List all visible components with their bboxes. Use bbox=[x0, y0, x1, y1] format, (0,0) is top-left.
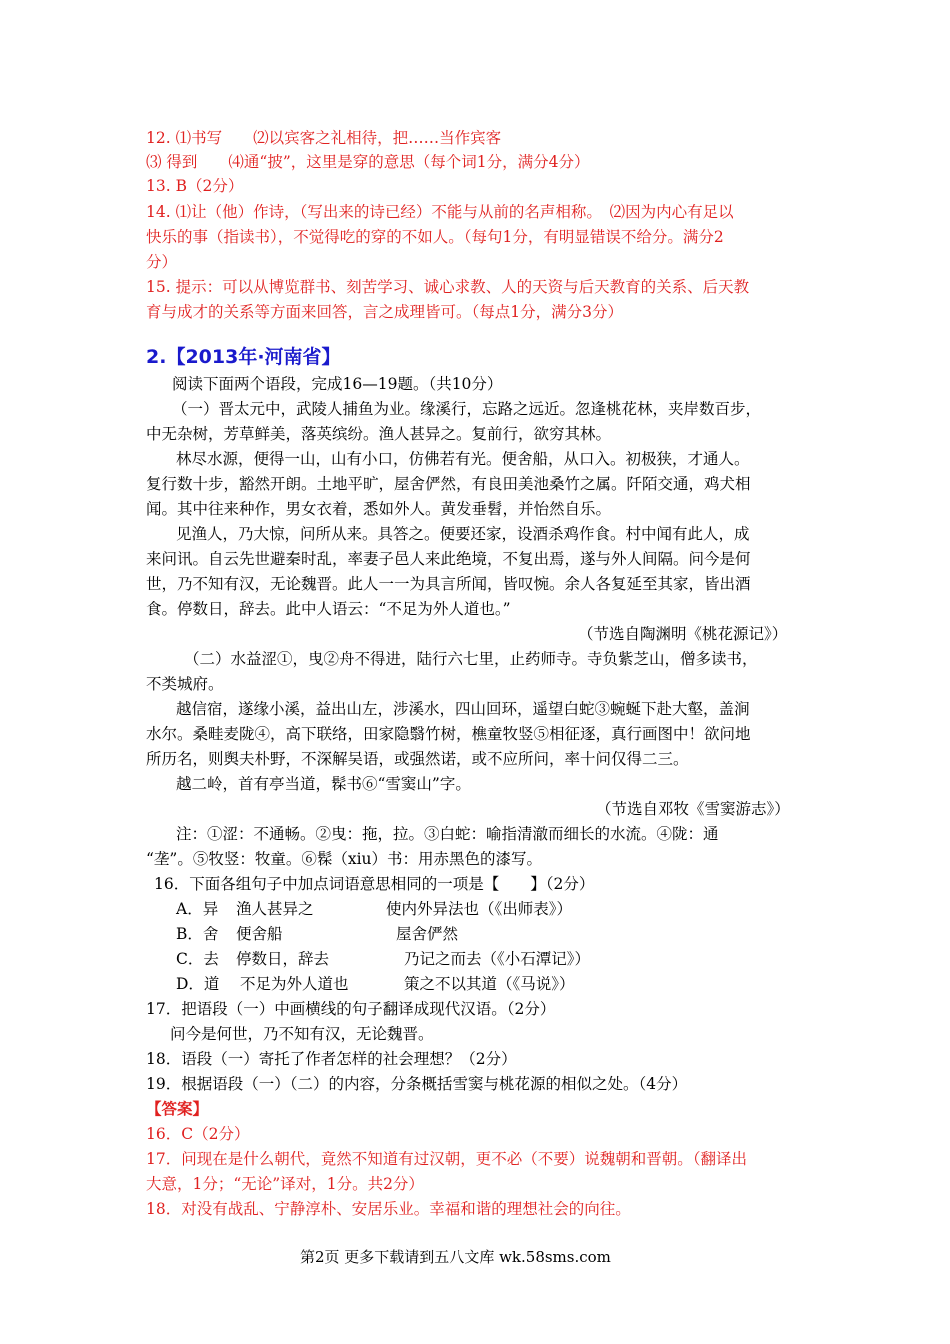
option-label: D．道 bbox=[176, 975, 220, 993]
answer-line: 育与成才的关系等方面来回答，言之成理皆可。（每点1分，满分3分） bbox=[146, 303, 623, 321]
passage1-line: （一）晋太元中，武陵人捕鱼为业。缘溪行，忘路之远近。忽逢桃花林，夹岸数百步， bbox=[172, 400, 762, 418]
question-18: 18．语段（一）寄托了作者怎样的社会理想？（2分） bbox=[146, 1050, 517, 1068]
passage2-line: 越二岭，首有亭当道，髹书⑥“雪窦山”字。 bbox=[176, 775, 471, 793]
page-footer: 第2页 更多下载请到五八文库 wk.58sms.com bbox=[300, 1248, 611, 1266]
answer-line: 12. ⑴书写 ⑵以宾客之礼相待，把……当作宾客 bbox=[146, 129, 502, 147]
option-label: A．异 bbox=[176, 900, 219, 918]
answer-line: 15. 提示：可以从博览群书、刻苦学习、诚心求教、人的天资与后天教育的关系、后天教 bbox=[146, 278, 750, 296]
option-left: 停数日，辞去 bbox=[236, 950, 330, 968]
notes-line: 注：①涩：不通畅。②曳：拖，拉。③白蛇：喻指清澈而细长的水流。④陇：通 bbox=[176, 825, 719, 843]
answer-line: 13. B（2分） bbox=[146, 177, 244, 195]
answer-line: 分） bbox=[146, 253, 178, 271]
passage1-line: 见渔人，乃大惊，问所从来。具答之。便要还家，设酒杀鸡作食。村中闻有此人，成 bbox=[176, 525, 750, 543]
passage2-line: 不类城府。 bbox=[146, 675, 224, 693]
option-right: 屋舍俨然 bbox=[396, 925, 459, 943]
passage2-line: 所历名，则舆夫朴野，不深解吴语，或强然诺，或不应所问，率十问仅得二三。 bbox=[146, 750, 689, 768]
answer-line: 大意，1分；“无论”译对，1分。共2分） bbox=[146, 1175, 424, 1193]
answer-line: 17．问现在是什么朝代，竟然不知道有过汉朝，更不必（不要）说魏朝和晋朝。（翻译出 bbox=[146, 1150, 747, 1168]
answer-line: 快乐的事（指读书），不觉得吃的穿的不如人。（每句1分，有明显错误不给分。满分2 bbox=[146, 228, 724, 246]
option-left: 便舍船 bbox=[236, 925, 283, 943]
question-17-sentence: 问今是何世，乃不知有汉，无论魏晋。 bbox=[170, 1025, 434, 1043]
answer-line: 18．对没有战乱、宁静淳朴、安居乐业。幸福和谐的理想社会的向往。 bbox=[146, 1200, 631, 1218]
answer-label: 【答案】 bbox=[146, 1099, 209, 1118]
passage2-line: 越信宿，遂缘小溪，益出山左，涉溪水，四山回环，遥望白蛇③蜿蜒下赴大壑，盖涧 bbox=[176, 700, 750, 718]
notes-line: “垄”。⑤牧竖：牧童。⑥髹（xiu）书：用赤黑色的漆写。 bbox=[146, 850, 543, 868]
option-label: C．去 bbox=[176, 950, 219, 968]
question-17: 17．把语段（一）中画横线的句子翻译成现代汉语。（2分） bbox=[146, 1000, 556, 1018]
instruction: 阅读下面两个语段，完成16—19题。（共10分） bbox=[172, 375, 503, 393]
option-right: 策之不以其道（《马说》） bbox=[404, 975, 575, 993]
question-19: 19．根据语段（一）（二）的内容，分条概括雪窦与桃花源的相似之处。（4分） bbox=[146, 1075, 688, 1093]
passage1-line: 闻。其中往来种作，男女衣着，悉如外人。黄发垂髫，并怡然自乐。 bbox=[146, 500, 612, 518]
passage1-line: 世，乃不知有汉，无论魏晋。此人一一为具言所闻，皆叹惋。余人各复延至其家，皆出酒 bbox=[146, 575, 751, 593]
answer-line: 16．C（2分） bbox=[146, 1125, 250, 1143]
passage1-line: 林尽水源，便得一山，山有小口，仿佛若有光。便舍船，从口入。初极狭，才通人。 bbox=[176, 450, 750, 468]
option-left: 渔人甚异之 bbox=[236, 900, 314, 918]
answer-line: ⑶ 得到 ⑷通“披”，这里是穿的意思（每个词1分，满分4分） bbox=[146, 153, 590, 171]
question-16: 16．下面各组句子中加点词语意思相同的一项是【 】（2分） bbox=[154, 875, 595, 893]
option-right: 使内外异法也（《出师表》） bbox=[386, 900, 573, 918]
option-label: B．舍 bbox=[176, 925, 219, 943]
passage1-line: 食。停数日，辞去。此中人语云：“不足为外人道也。” bbox=[146, 600, 511, 618]
passage1-line: 中无杂树，芳草鲜美，落英缤纷。渔人甚异之。复前行，欲穷其林。 bbox=[146, 425, 612, 443]
passage1-line: 复行数十步，豁然开朗。土地平旷，屋舍俨然，有良田美池桑竹之属。阡陌交通，鸡犬相 bbox=[146, 475, 751, 493]
passage1-line: 来问讯。自云先世避秦时乱，率妻子邑人来此绝境，不复出焉，遂与外人间隔。问今是何 bbox=[146, 550, 751, 568]
passage2-line: 水尔。桑畦麦陇④，高下联络，田家隐翳竹树，樵童牧竖⑤相征逐，真行画图中！欲问地 bbox=[146, 725, 751, 743]
option-right: 乃记之而去（《小石潭记》） bbox=[404, 950, 591, 968]
option-left: 不足为外人道也 bbox=[240, 975, 349, 993]
passage2-source: （节选自邓牧《雪窦游志》） bbox=[596, 800, 790, 818]
passage2-line: （二）水益涩①，曳②舟不得进，陆行六七里，止药师寺。寺负紫芝山，僧多读书， bbox=[184, 650, 758, 668]
section-heading: 2.【2013年·河南省】 bbox=[146, 346, 341, 368]
passage1-source: （节选自陶渊明《桃花源记》） bbox=[578, 625, 788, 643]
answer-line: 14. ⑴让（他）作诗，（写出来的诗已经）不能与从前的名声相称。 ⑵因为内心有足以 bbox=[146, 203, 734, 221]
